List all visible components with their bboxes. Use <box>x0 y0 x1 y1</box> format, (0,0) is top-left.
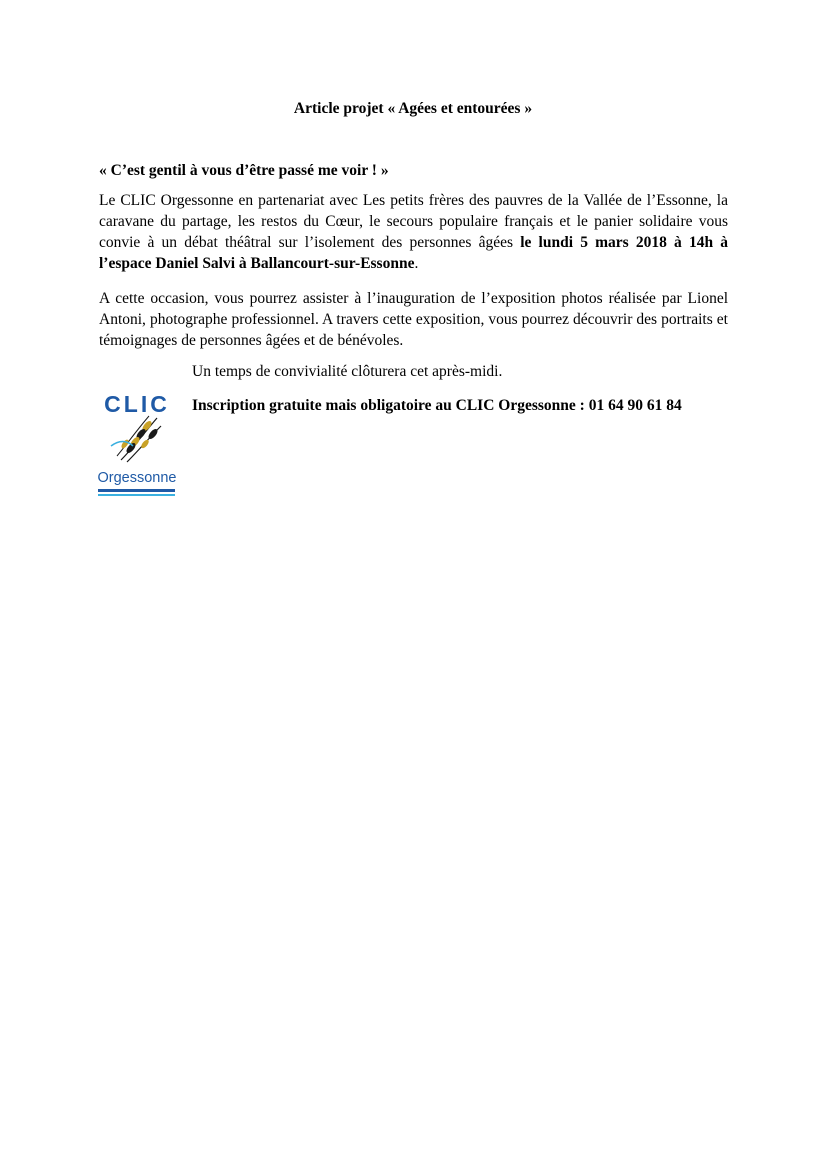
page-title: Article projet « Agées et entourées » <box>293 100 533 117</box>
closing-line: Un temps de convivialité clôturera cet après-midi. <box>192 363 503 380</box>
inscription-line: Inscription gratuite mais obligatoire au CLIC Orgessonne : 01 64 90 61 84 <box>192 397 682 414</box>
logo-underline-bar <box>98 489 175 492</box>
paragraph-exhibition: A cette occasion, vous pourrez assister à l’inauguration de l’exposition photos réalisée par Lionel Antoni, photographe professionnel. A travers cette exposition, vous pourrez découvrir des portraits et témoignages de personnes âgées et de bénévoles. <box>99 290 728 349</box>
paragraph-intro <box>99 190 728 274</box>
logo-orgessonne-text: Orgessonne <box>97 470 177 486</box>
logo-clic-text: CLIC <box>104 391 170 417</box>
event-date-location: le lundi 5 mars 2018 à 14h à l’espace Daniel Salvi à Ballancourt-sur-Essonne <box>99 234 728 272</box>
subtitle: « C’est gentil à vous d’être passé me voir ! » <box>99 162 389 179</box>
paragraph-intro-text: Le CLIC Orgessonne en partenariat avec Les petits frères des pauvres de la Vallée de l’Essonne, la caravane du partage, les restos du Cœur, le secours populaire français et le panier solidaire vous convie à un débat théâtral sur l’isolement des personnes âgées <box>99 192 728 251</box>
clic-orgessonne-logo <box>97 386 177 500</box>
wheat-ears-icon <box>111 416 161 462</box>
logo-underline-bar-light <box>98 494 175 496</box>
paragraph-intro-end: . <box>414 255 419 272</box>
